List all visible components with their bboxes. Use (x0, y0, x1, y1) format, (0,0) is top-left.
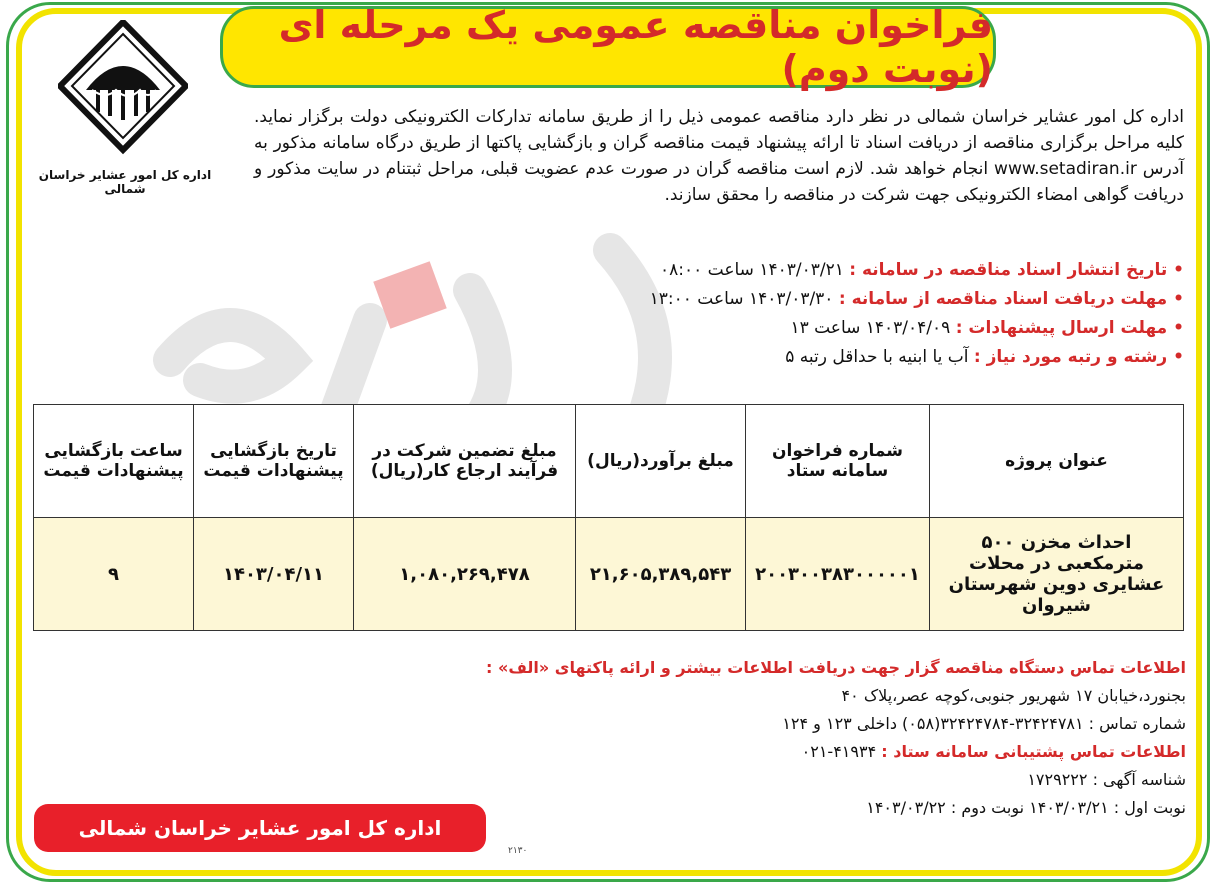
key-dates-list (300, 256, 1184, 372)
cell-project-title: احداث مخزن ۵۰۰ مترمکعبی در محلات عشایری دوین شهرستان شیروان (930, 518, 1184, 631)
list-item: • مهلت دریافت اسناد مناقصه از سامانه : ۱۴۰۳/۰۳/۳۰ ساعت ۱۳:۰۰ (649, 289, 1184, 309)
publication-dates: نوبت اول : ۱۴۰۳/۰۳/۲۱ نوبت دوم : ۱۴۰۳/۰۳/۲۲ (866, 798, 1186, 817)
ad-id: شناسه آگهی : ۱۷۲۹۲۲۲ (1027, 770, 1186, 789)
header-tender-number: شماره فراخوان سامانه ستاد (746, 405, 930, 518)
list-item: • رشته و رتبه مورد نیاز : آب یا ابنیه با حداقل رتبه ۵ (785, 347, 1184, 367)
list-item: • تاریخ انتشار اسناد مناقصه در سامانه : ۱۴۰۳/۰۳/۲۱ ساعت ۰۸:۰۰ (659, 260, 1184, 280)
cell-tender-number: ۲۰۰۳۰۰۳۸۳۰۰۰۰۰۱ (746, 518, 930, 631)
table-header-row (34, 405, 1184, 518)
header-estimated-amount: مبلغ برآورد(ریال) (576, 405, 746, 518)
contact-heading: اطلاعات تماس دستگاه مناقصه گزار جهت دریافت اطلاعات بیشتر و ارائه پاکتهای «الف» : (486, 658, 1186, 677)
support-contact: اطلاعات تماس پشتیبانی سامانه ستاد : ۴۱۹۳۴-۰۲۱ (801, 742, 1186, 761)
organization-banner (34, 804, 486, 852)
ad-code: ۲۱۳۰ (508, 846, 528, 856)
organization-name: اداره کل امور عشایر خراسان شمالی (78, 816, 442, 840)
cell-opening-date: ۱۴۰۳/۰۴/۱۱ (194, 518, 354, 631)
cell-estimated-amount: ۲۱,۶۰۵,۳۸۹,۵۴۳ (576, 518, 746, 631)
title-banner (220, 3, 996, 91)
contact-address: بجنورد،خیابان ۱۷ شهریور جنوبی،کوچه عصر،پلاک ۴۰ (841, 686, 1186, 705)
contact-section (486, 654, 1186, 822)
header-project-title: عنوان پروژه (930, 405, 1184, 518)
list-item: • مهلت ارسال پیشنهادات : ۱۴۰۳/۰۴/۰۹ ساعت ۱۳ (790, 318, 1184, 338)
contact-phone: شماره تماس : ۳۲۴۲۴۷۸۱-۳۲۴۲۴۷۸۴(۰۵۸) داخلی ۱۲۳ و ۱۲۴ (782, 714, 1186, 733)
page-title: فراخوان مناقصه عمومی یک مرحله ای (نوبت دوم) (278, 3, 993, 91)
cell-guarantee-amount: ۱,۰۸۰,۲۶۹,۴۷۸ (354, 518, 576, 631)
cell-opening-time: ۹ (34, 518, 194, 631)
intro-paragraph: اداره کل امور عشایر خراسان شمالی در نظر دارد مناقصه عمومی ذیل را از طریق سامانه تدارکات الکترونیکی دولت برگزار نماید. کلیه مراحل برگزاری مناقصه از دریافت اسناد تا ارائه پیشنهاد قیمت مناقصه گران و بازگشایی پاکتها از طریق درگاه سامانه مذکور به آدرس www.setadiran.ir انجام خواهد شد. لازم است مناقصه گران در صورت عدم عضویت قبلی، مراحل ثبتنام در سایت مذکور و دریافت گواهی امضاء الکترونیکی جهت شرکت در مناقصه را محقق سازند. (254, 107, 1184, 205)
table-row (34, 518, 1184, 631)
header-opening-time: ساعت بازگشایی پیشنهادات قیمت (34, 405, 194, 518)
organization-logo-icon (58, 20, 188, 160)
header-opening-date: تاریخ بازگشایی پیشنهادات قیمت (194, 405, 354, 518)
header-guarantee-amount: مبلغ تضمین شرکت در فرآیند ارجاع کار(ریال) (354, 405, 576, 518)
tender-table (33, 404, 1184, 631)
logo-caption: اداره کل امور عشایر خراسان شمالی (38, 168, 212, 196)
